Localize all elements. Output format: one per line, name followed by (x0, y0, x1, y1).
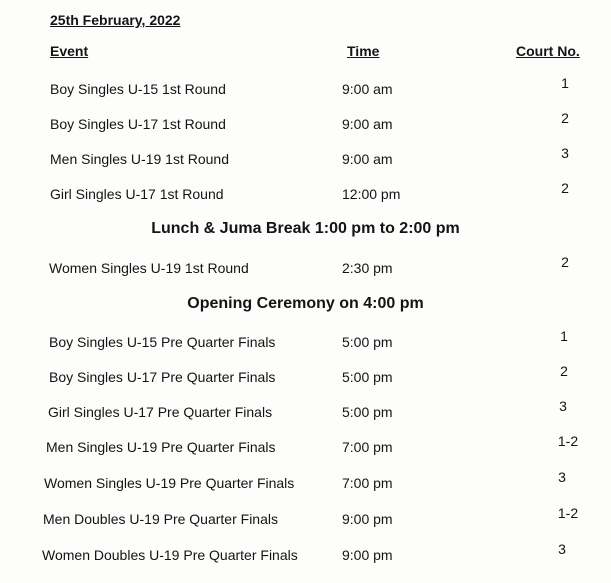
event-time: 9:00 pm (342, 511, 393, 527)
event-name: Men Singles U-19 Pre Quarter Finals (46, 439, 276, 455)
court-column-header: Court No. (516, 43, 580, 59)
court-number: 3 (558, 541, 566, 557)
schedule-row (0, 505, 611, 531)
schedule-row (0, 75, 611, 101)
schedule-row (0, 110, 611, 136)
event-time: 7:00 pm (342, 475, 393, 491)
court-number: 3 (559, 398, 567, 414)
schedule-row (0, 328, 611, 354)
event-name: Boy Singles U-15 Pre Quarter Finals (49, 334, 276, 350)
court-number: 1 (560, 328, 568, 344)
event-time: 5:00 pm (342, 404, 393, 420)
event-name: Boy Singles U-17 Pre Quarter Finals (49, 369, 276, 385)
court-number: 2 (560, 363, 568, 379)
event-time: 5:00 pm (342, 369, 393, 385)
court-number: 2 (561, 110, 569, 126)
event-name: Women Singles U-19 1st Round (49, 260, 249, 276)
event-name: Boy Singles U-17 1st Round (50, 116, 226, 132)
court-number: 1-2 (557, 433, 579, 449)
event-name: Women Singles U-19 Pre Quarter Finals (44, 475, 295, 491)
schedule-row (0, 363, 611, 389)
court-number: 3 (561, 145, 569, 161)
schedule-row (0, 145, 611, 171)
event-name: Women Doubles U-19 Pre Quarter Finals (42, 547, 298, 563)
event-time: 9:00 pm (342, 547, 393, 563)
schedule-row (0, 541, 611, 567)
lunch-break-notice: Lunch & Juma Break 1:00 pm to 2:00 pm (151, 220, 460, 237)
schedule-row (0, 469, 611, 495)
court-number: 1 (561, 75, 569, 91)
schedule-row (0, 254, 611, 280)
event-name: Men Doubles U-19 Pre Quarter Finals (43, 511, 278, 527)
date-heading: 25th February, 2022 (50, 12, 181, 28)
event-time: 5:00 pm (342, 334, 393, 350)
court-number: 2 (561, 254, 569, 270)
event-name: Girl Singles U-17 1st Round (50, 186, 224, 202)
opening-ceremony-notice: Opening Ceremony on 4:00 pm (187, 295, 424, 312)
event-name: Men Singles U-19 1st Round (50, 151, 229, 167)
event-column-header: Event (50, 43, 89, 59)
court-number: 3 (558, 469, 566, 485)
court-number: 2 (561, 180, 569, 196)
court-number: 1-2 (557, 505, 579, 521)
event-name: Boy Singles U-15 1st Round (50, 81, 226, 97)
event-name: Girl Singles U-17 Pre Quarter Finals (48, 404, 273, 420)
event-time: 9:00 am (342, 151, 393, 167)
schedule-row (0, 180, 611, 206)
event-time: 12:00 pm (342, 186, 401, 202)
event-time: 9:00 am (342, 116, 393, 132)
event-time: 9:00 am (342, 81, 393, 97)
event-time: 2:30 pm (342, 260, 393, 276)
schedule-row (0, 398, 611, 424)
event-time: 7:00 pm (342, 439, 393, 455)
time-column-header: Time (347, 43, 380, 59)
schedule-row (0, 433, 611, 459)
